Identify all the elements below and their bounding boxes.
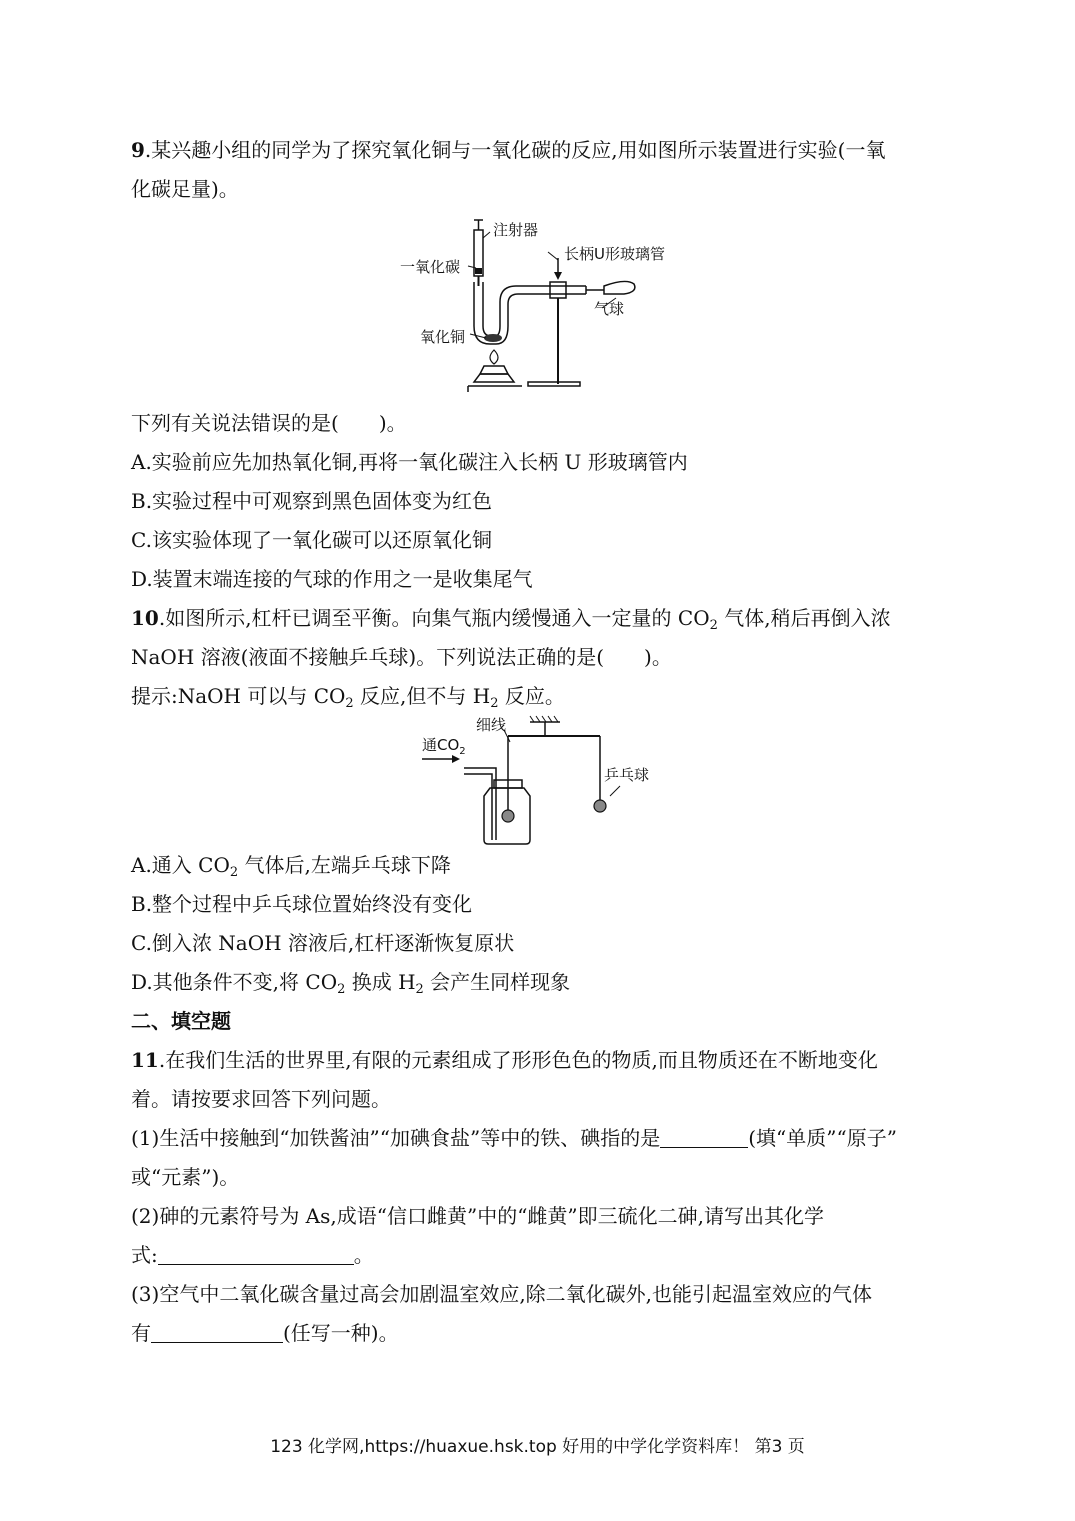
q10-option-b: B.整个过程中乒乓球位置始终没有变化 bbox=[131, 892, 473, 916]
q9-apparatus-figure bbox=[398, 216, 708, 392]
q11-stem-line2: 着。请按要求回答下列问题。 bbox=[131, 1087, 391, 1111]
q9-label-cuo: 氧化铜 bbox=[420, 328, 466, 346]
q11-part3-blank[interactable] bbox=[151, 1322, 283, 1343]
q9-label-syringe: 注射器 bbox=[493, 221, 539, 239]
q10-label-co2: 通$CO_2$ bbox=[422, 736, 466, 757]
q11-part2-line1: (2)砷的元素符号为 As,成语“信口雌黄”中的“雌黄”即三硫化二砷,请写出其化学 bbox=[131, 1204, 825, 1228]
q9-label-co: 一氧化碳 bbox=[400, 258, 461, 276]
q9-option-b: B.实验过程中可观察到黑色固体变为红色 bbox=[131, 489, 493, 513]
q9-stem-line1: 9.某兴趣小组的同学为了探究氧化铜与一氧化碳的反应,用如图所示装置进行实验(一氧 bbox=[131, 138, 886, 162]
q11-part1-line2: 或“元素”)。 bbox=[131, 1165, 240, 1189]
q11-part1-blank[interactable] bbox=[660, 1127, 748, 1148]
section-heading: 二、填空题 bbox=[131, 1009, 231, 1033]
q11-part3-line1: (3)空气中二氧化碳含量过高会加剧温室效应,除二氧化碳外,也能引起温室效应的气体 bbox=[131, 1282, 873, 1306]
q9-stem-line2: 化碳足量)。 bbox=[131, 177, 239, 201]
q9-option-c: C.该实验体现了一氧化碳可以还原氧化铜 bbox=[131, 528, 492, 552]
page-footer: 123 化学网,https://huaxue.hsk.top 好用的中学化学资料库！ 第3 页 bbox=[270, 1437, 805, 1457]
q10-label-pingpong: 乒乓球 bbox=[604, 766, 650, 784]
q10-stem-line2: NaOH 溶液(液面不接触乒乓球)。下列说法正确的是( )。 bbox=[131, 645, 672, 669]
q11-part2-blank[interactable] bbox=[158, 1244, 354, 1265]
q11-part1-line1: (1)生活中接触到“加铁酱油”“加碘食盐”等中的铁、碘指的是 (填“单质”“原子” bbox=[131, 1126, 897, 1150]
q9-option-d: D.装置末端连接的气球的作用之一是收集尾气 bbox=[131, 567, 533, 591]
q9-label-utube: 长柄U形玻璃管 bbox=[564, 245, 665, 263]
q9-question: 下列有关说法错误的是( )。 bbox=[131, 411, 407, 435]
q9-option-a: A.实验前应先加热氧化铜,再将一氧化碳注入长柄 U 形玻璃管内 bbox=[131, 450, 688, 474]
q10-lever-figure bbox=[420, 712, 670, 848]
q10-hint: 提示:NaOH 可以与 $CO_2$ 反应,但不与 $H_2$ 反应。 bbox=[131, 684, 565, 711]
q10-label-thread: 细线 bbox=[476, 716, 507, 734]
q10-stem-line1: 10.如图所示,杠杆已调至平衡。向集气瓶内缓慢通入一定量的 $CO_2$ 气体,稍后再倒入浓 bbox=[131, 606, 891, 633]
q11-part2-line2: 式: 。 bbox=[131, 1243, 374, 1267]
q11-stem-line1: 11.在我们生活的世界里,有限的元素组成了形形色色的物质,而且物质还在不断地变化 bbox=[131, 1048, 878, 1072]
q9-label-balloon: 气球 bbox=[594, 300, 625, 318]
q10-option-a: A.通入 $CO_2$ 气体后,左端乒乓球下降 bbox=[131, 853, 451, 880]
q11-part3-line2: 有 (任写一种)。 bbox=[131, 1321, 399, 1345]
q10-option-c: C.倒入浓 NaOH 溶液后,杠杆逐渐恢复原状 bbox=[131, 931, 515, 955]
q10-option-d: D.其他条件不变,将 $CO_2$ 换成 $H_2$ 会产生同样现象 bbox=[131, 970, 571, 997]
